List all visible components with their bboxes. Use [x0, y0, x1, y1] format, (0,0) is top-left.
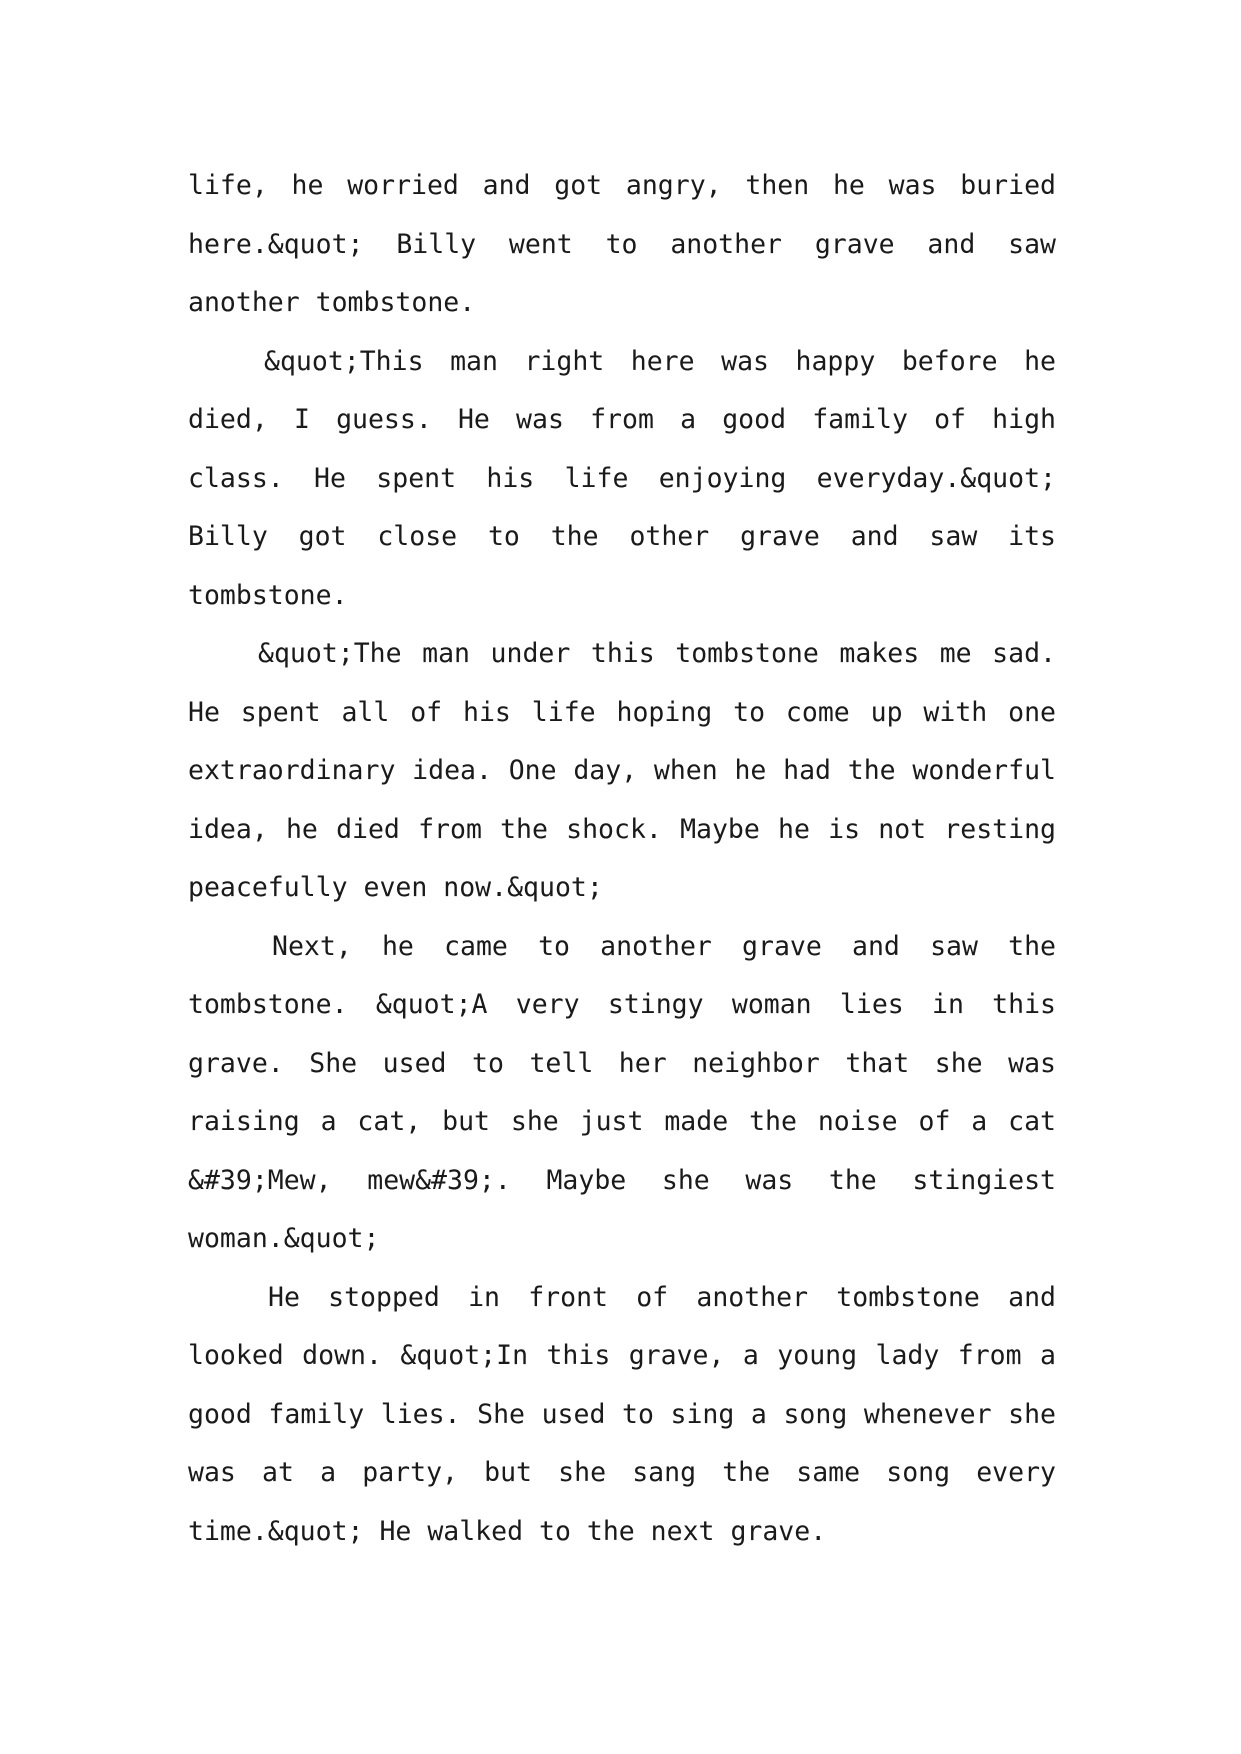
paragraph-2: &quot;This man right here was happy before he died, I guess. He was from a good family of high class. He spent his life enjoying everyday.&quot; Billy got close to the other grave and saw its tombstone.	[188, 345, 1056, 611]
paragraph-1: life, he worried and got angry, then he was buried here.&quot; Billy went to another grave and saw another tombstone.	[188, 170, 1056, 318]
paragraph-5: He stopped in front of another tombstone and looked down. &quot;In this grave, a young lady from a good family lies. She used to sing a song whenever she was at a party, but she sang the same song every time.&quot; He walked to the next grave.	[188, 1281, 1056, 1547]
body-text	[188, 157, 1056, 1561]
paragraph-4: Next, he came to another grave and saw the tombstone. &quot;A very stingy woman lies in this grave. She used to tell her neighbor that she was raising a cat, but she just made the noise of a cat &#39;Mew, mew&#39;. Maybe she was the stingiest woman.&quot;	[188, 930, 1056, 1254]
paragraph-3: &quot;The man under this tombstone makes me sad. He spent all of his life hoping to come up with one extraordinary idea. One day, when he had the wonderful idea, he died from the shock. Maybe he is not resting peacefully even now.&quot;	[188, 638, 1056, 903]
